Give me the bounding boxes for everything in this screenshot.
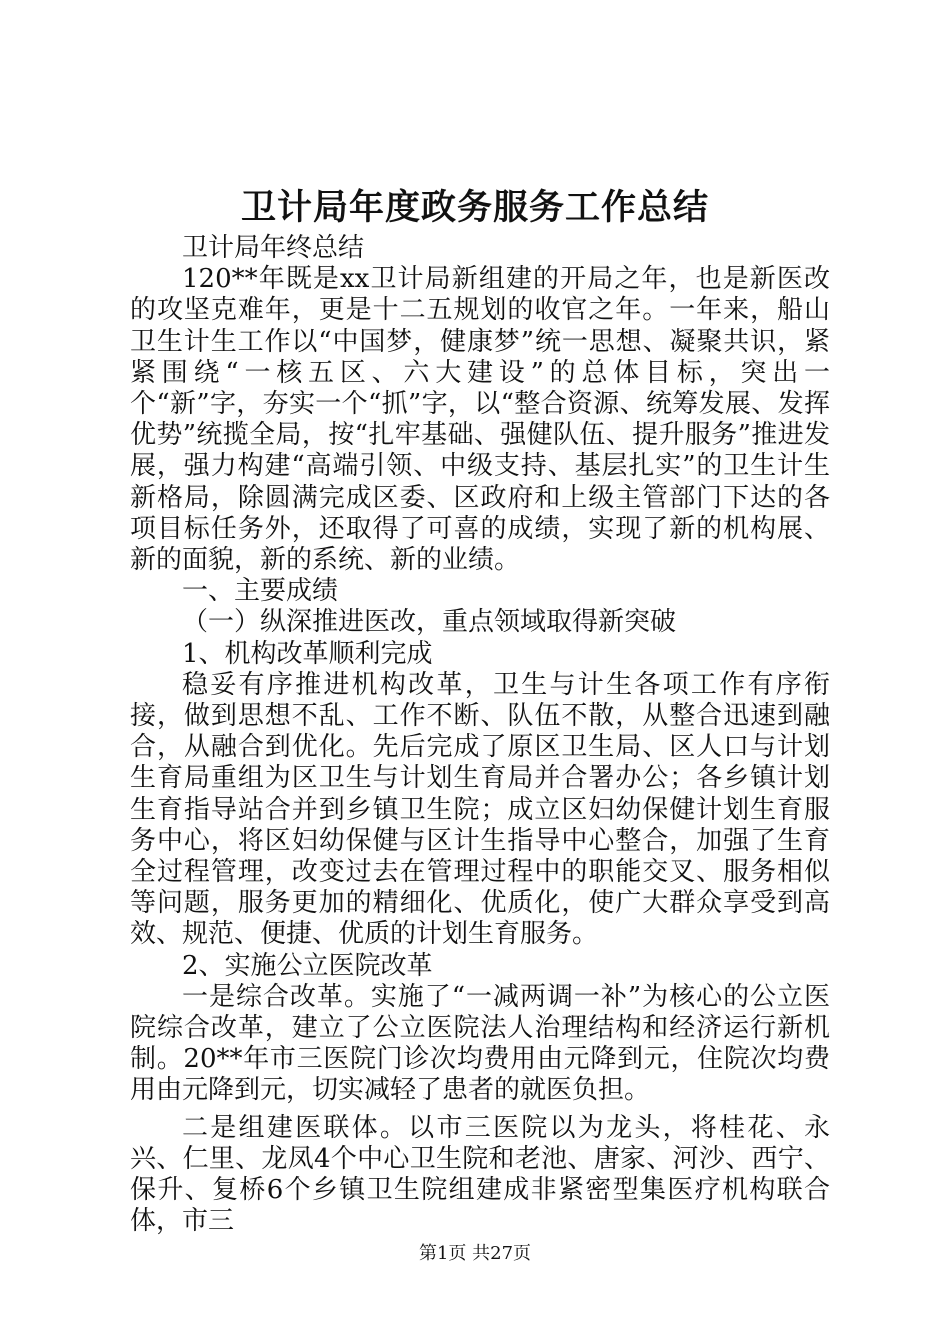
item-heading: 2、实施公立医院改革 — [182, 950, 433, 981]
page-number: 第1页 共27页 — [418, 1243, 532, 1264]
item-heading: 1、机构改革顺利完成 — [182, 638, 433, 669]
paragraph-intro: 120**年既是xx卫计局新组建的开局之年，也是新医改的攻坚克难年，更是十二五规划的收官之年。一年来，船山卫生计生工作以“中国梦，健康梦”统一思想、凝聚共识，紧紧围绕“一核五区、六大建设”的总体目标，突出一个“新”字，夯实一个“抓”字，以“整合资源、统筹发展、发挥优势”统揽全局，按“扎牢基础、强健队伍、提升服务”推进发展，强力构建“高端引领、中级支持、基层扎实”的卫生计生新格局，除圆满完成区委、区政府和上级主管部门下达的各项目标任务外，还取得了可喜的成绩，实现了新的机构展、新的面貌，新的系统、新的业绩。 — [130, 264, 830, 576]
paragraph-body: 稳妥有序推进机构改革，卫生与计生各项工作有序衔接，做到思想不乱、工作不断、队伍不散，从整合迅速到融合，从融合到优化。先后完成了原区卫生局、区人口与计划生育局重组为区卫生与计划生育局并合署办公；各乡镇计划生育指导站合并到乡镇卫生院；成立区妇幼保健计划生育服务中心，将区妇幼保健与区计生指导中心整合，加强了生育全过程管理，改变过去在管理过程中的职能交叉、服务相似等问题，服务更加的精细化、优质化，使广大群众享受到高效、规范、便捷、优质的计划生育服务。 — [130, 669, 830, 950]
paragraph-body: 二是组建医联体。以市三医院以为龙头，将桂花、永兴、仁里、龙凤4个中心卫生院和老池、唐家、河沙、西宁、保升、复桥6个乡镇卫生院组建成非紧密型集医疗机构联合体，市三 — [130, 1112, 830, 1237]
page-title: 卫计局年度政务服务工作总结 — [240, 187, 709, 228]
paragraph-subtitle: 卫计局年终总结 — [182, 233, 365, 263]
subsection-heading: （一）纵深推进医改，重点领域取得新突破 — [182, 607, 677, 638]
paragraph-body: 一是综合改革。实施了“一减两调一补”为核心的公立医院综合改革，建立了公立医院法人治理结构和经济运行新机制。20**年市三医院门诊次均费用由元降到元，住院次均费用由元降到元，切实减轻了患者的就医负担。 — [130, 981, 830, 1106]
section-heading: 一、主要成绩 — [182, 576, 339, 607]
document-body — [130, 233, 830, 1238]
